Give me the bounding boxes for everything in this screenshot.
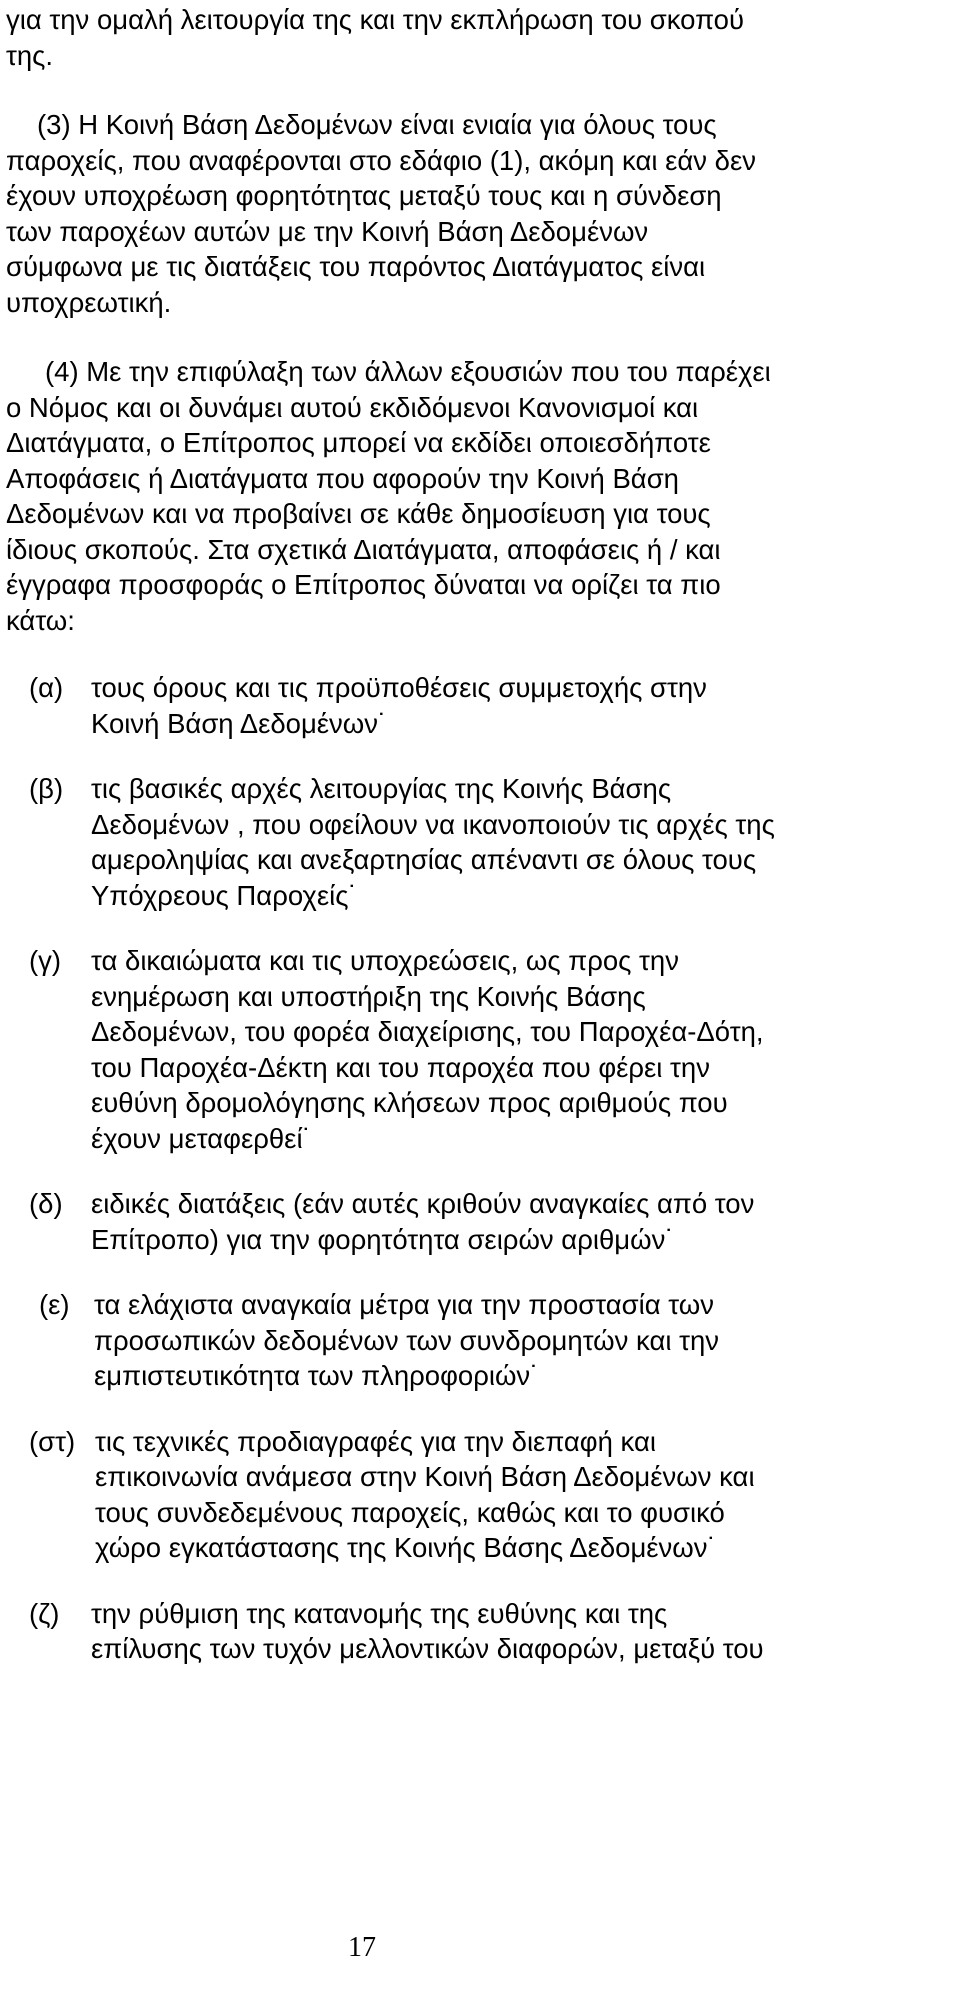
intro-paragraph [6, 2, 946, 73]
text-line: ενημέρωση και υποστήριξη της Κοινής Βάσης [91, 980, 646, 1012]
text-line: Επίτροπο) για την φορητότητα σειρών αριθμών˙ [91, 1223, 675, 1255]
list-item-b [6, 771, 946, 913]
text-line: ίδιους σκοπούς. Στα σχετικά Διατάγματα, αποφάσεις ή / και [6, 533, 721, 565]
text-line: τους συνδεδεμένους παροχείς, καθώς και το φυσικό [95, 1496, 725, 1528]
text-line: την ρύθμιση της κατανομής της ευθύνης και της [91, 1597, 668, 1629]
text-line: τα ελάχιστα αναγκαία μέτρα για την προστασία των [94, 1289, 714, 1320]
text-line: επίλυσης των τυχόν μελλοντικών διαφορών, μεταξύ του [91, 1633, 764, 1664]
text-line: έγγραφα προσφοράς ο Επίτροπος δύναται να ορίζει τα πιο [6, 569, 721, 600]
text-line: έχουν μεταφερθεί˙ [91, 1122, 312, 1154]
list-item-st [6, 1424, 946, 1566]
list-item-e [6, 1287, 946, 1394]
list-item-a [6, 670, 946, 741]
text-line: Δεδομένων, του φορέα διαχείρισης, του Παροχέα-Δότη, [91, 1016, 764, 1047]
text-line: τις τεχνικές προδιαγραφές για την διεπαφή και [95, 1425, 656, 1457]
text-line: αμεροληψίας και ανεξαρτησίας απέναντι σε όλους τους [91, 844, 757, 875]
list-marker: (β) [29, 773, 64, 804]
text-line: Διατάγματα, ο Επίτροπος μπορεί να εκδίδει οποιεσδήποτε [6, 427, 711, 458]
text-line: ευθύνη δρομολόγησης κλήσεων προς αριθμούς που [91, 1087, 728, 1118]
list-item-z [6, 1596, 946, 1667]
text-line: προσωπικών δεδομένων των συνδρομητών και την [94, 1324, 719, 1356]
text-line: τα δικαιώματα και τις υποχρεώσεις, ως προς την [91, 945, 679, 976]
text-line: (4) Με την επιφύλαξη των άλλων εξουσιών που του παρέχει [45, 356, 771, 387]
text-line: επικοινωνία ανάμεσα στην Κοινή Βάση Δεδομένων και [95, 1461, 755, 1492]
paragraph-4 [6, 354, 946, 638]
text-line: χώρο εγκατάστασης της Κοινής Βάσης Δεδομένων˙ [95, 1532, 717, 1563]
text-line: παροχείς, που αναφέρονται στο εδάφιο (1), ακόμη και εάν δεν [6, 144, 756, 176]
text-line: τους όρους και τις προϋποθέσεις συμμετοχής στην [91, 672, 707, 703]
text-line: υποχρεωτική. [6, 286, 172, 318]
text-line: τις βασικές αρχές λειτουργίας της Κοινής Βάσης [91, 773, 672, 804]
list-item-c [6, 943, 946, 1156]
text-line: του Παροχέα-Δέκτη και του παροχέα που φέρει την [91, 1051, 710, 1083]
list-marker: (δ) [29, 1188, 63, 1219]
text-line: Υπόχρεους Παροχείς˙ [91, 879, 358, 911]
text-line: ειδικές διατάξεις (εάν αυτές κριθούν αναγκαίες από τον [91, 1188, 755, 1219]
text-line: των παροχέων αυτών με την Κοινή Βάση Δεδομένων [6, 215, 649, 247]
text-line: Κοινή Βάση Δεδομένων˙ [91, 707, 388, 739]
text-line: έχουν υποχρέωση φορητότητας μεταξύ τους και η σύνδεση [6, 180, 722, 211]
page-number: 17 [348, 1932, 376, 1963]
text-line: Δεδομένων , που οφείλουν να ικανοποιούν τις αρχές της [91, 808, 775, 840]
text-line: (3) Η Κοινή Βάση Δεδομένων είναι ενιαία για όλους τους [37, 109, 717, 140]
paragraph-3 [6, 107, 946, 320]
list-marker: (α) [29, 672, 64, 703]
text-line: για την ομαλή λειτουργία της και την εκπλήρωση του σκοπού [6, 4, 745, 35]
list-marker: (γ) [29, 945, 62, 976]
text-line: εμπιστευτικότητα των πληροφοριών˙ [94, 1360, 540, 1391]
text-line: κάτω: [6, 604, 75, 636]
text-line: της. [6, 39, 54, 71]
text-line: σύμφωνα με τις διατάξεις του παρόντος Διατάγματος είναι [6, 251, 706, 282]
list-marker: (ζ) [29, 1597, 60, 1629]
text-line: Δεδομένων και να προβαίνει σε κάθε δημοσίευση για τους [6, 498, 711, 529]
list-item-d [6, 1186, 946, 1257]
text-line: Αποφάσεις ή Διατάγματα που αφορούν την Κοινή Βάση [6, 462, 679, 494]
provisions-list [6, 670, 946, 1667]
text-line: ο Νόμος και οι δυνάμει αυτού εκδιδόμενοι Κανονισμοί και [6, 391, 699, 423]
list-marker: (ε) [39, 1289, 70, 1320]
document-page [6, 2, 946, 1667]
list-marker: (στ) [29, 1425, 76, 1457]
